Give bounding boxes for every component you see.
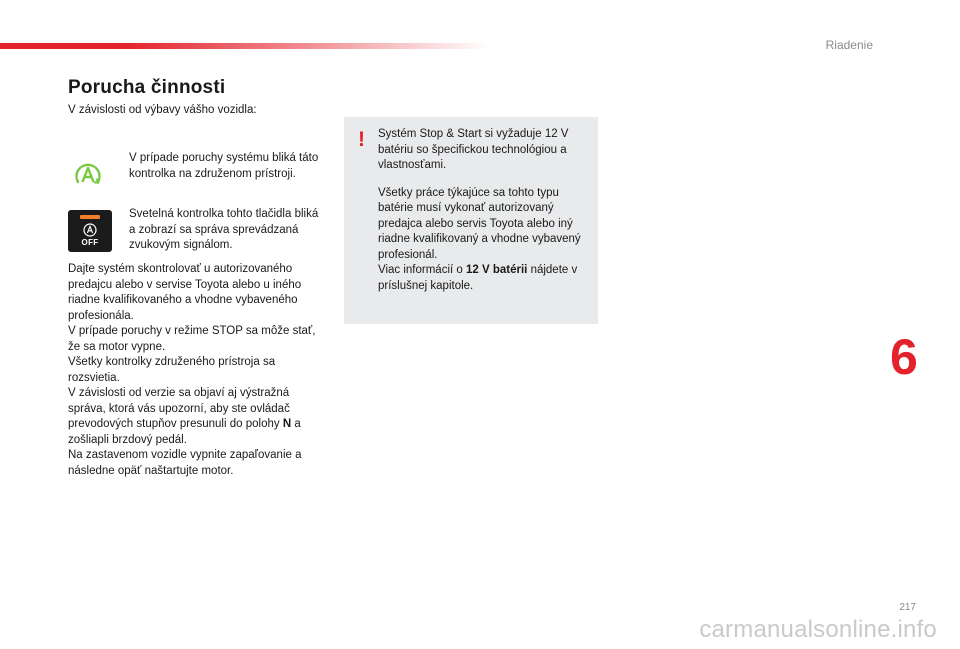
page-title: Porucha činnosti xyxy=(68,77,226,98)
stop-start-off-button-icon xyxy=(68,210,112,252)
chapter-number: 6 xyxy=(890,329,918,385)
notice-paragraph: Systém Stop & Start si vyžaduje 12 V batériu so špecifickou technológiou a vlastnosťami. xyxy=(378,128,569,171)
body-line: Na zastavenom vozidle vypnite zapaľovanie a následne opäť naštartujte motor. xyxy=(68,449,302,477)
warning-text-button: Svetelná kontrolka tohto tlačidla bliká a zobrazí sa správa sprevádzaná zvukovým signálom. xyxy=(129,208,319,251)
auto-symbol-icon xyxy=(68,222,112,238)
off-label: OFF xyxy=(81,238,99,247)
body-line: Dajte systém skontrolovať u autorizovaného predajcu alebo v servise Toyota alebo u iného riadne kvalifikovaného a vhodne vybaveného profesionála. xyxy=(68,263,302,322)
warning-exclamation-icon: ! xyxy=(358,128,365,151)
section-label: Riadenie xyxy=(825,38,873,52)
page-number: 217 xyxy=(899,602,916,613)
body-line: Všetky kontrolky združeného prístroja sa rozsvietia. xyxy=(68,356,276,384)
body-line: V prípade poruchy v režime STOP sa môže stať, že sa motor vypne. xyxy=(68,325,316,353)
header-accent-bar xyxy=(0,43,490,49)
off-indicator-light xyxy=(80,215,100,219)
battery-reference: 12 V batérii xyxy=(466,264,528,276)
watermark: carmanualsonline.info xyxy=(699,616,937,643)
body-gear-sentence: V závislosti od verzie sa objaví aj výstražná správa, ktorá vás upozorní, aby ste ovládač prevodových stupňov presunuli do polohy N a zošliapli brzdový pedál. xyxy=(68,387,301,446)
notice-box xyxy=(344,117,598,324)
intro-text: V závislosti od výbavy vášho vozidla: xyxy=(68,104,257,116)
gear-position: N xyxy=(282,418,292,430)
auto-start-stop-warning-icon xyxy=(73,160,103,190)
body-text xyxy=(68,262,318,479)
warning-text-indicator: V prípade poruchy systému bliká táto kontrolka na združenom prístroji. xyxy=(129,152,319,180)
notice-paragraph: Všetky práce týkajúce sa tohto typu batérie musí vykonať autorizovaný predajca alebo servis Toyota alebo iný riadne kvalifikovaný a vhodne vybavený profesionál. Viac informácií o 12 V batérii nájdete v príslušnej kapitole. xyxy=(378,186,581,292)
notice-text xyxy=(378,127,592,294)
